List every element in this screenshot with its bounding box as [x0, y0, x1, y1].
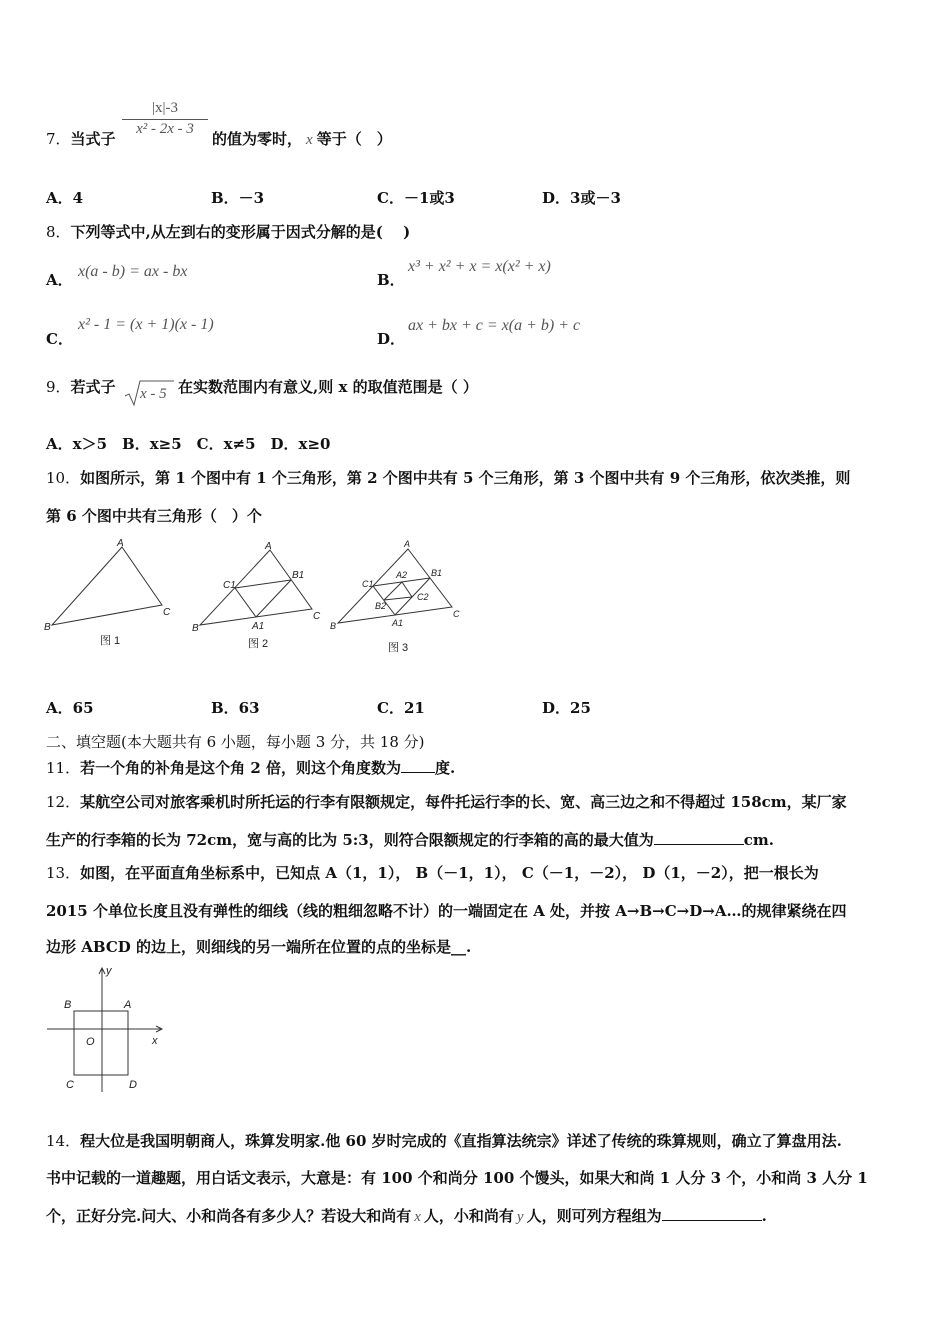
- q8-formula-a: x(a - b) = ax - bx: [78, 263, 188, 280]
- fig3-caption: 图 3: [388, 642, 409, 654]
- q12-line1-text: 某航空公司对旅客乘机时所托运的行李有限额规定，每件托运行李的长、宽、高三边之和不得超过 158cm，某厂家: [80, 793, 847, 811]
- q7-fraction-numerator: |x|-3: [122, 100, 208, 120]
- q12-number: 12．: [46, 793, 81, 811]
- x-axis-label: x: [152, 1035, 158, 1047]
- q10-line1-text: 如图所示，第 1 个图中有 1 个三角形，第 2 个图中共有 5 个三角形，第 3 个图中共有 9 个三角形，依次类推，则: [80, 469, 851, 487]
- q13-line1-text: 如图，在平面直角坐标系中，已知点 A（1，1）， B（－1，1）， C（－1，－2）， D（1，－2），把一根长为: [80, 864, 819, 882]
- q11: [46, 757, 455, 778]
- q14-number: 14．: [46, 1132, 81, 1150]
- q12-line2: [46, 829, 774, 850]
- point-d-label: D: [129, 1079, 137, 1091]
- section-2-heading: 二、填空题(本大题共有 6 小题，每小题 3 分，共 18 分): [46, 733, 425, 751]
- fig3-label-a: A: [404, 539, 411, 549]
- q14-line1: [46, 1130, 842, 1151]
- q8-label-d: D．: [377, 330, 406, 348]
- q8-formula-c: x² - 1 = (x + 1)(x - 1): [78, 316, 214, 333]
- q12-blank: [654, 830, 744, 845]
- q14-line3-post: .: [761, 1207, 767, 1225]
- q10-figures: [40, 535, 480, 660]
- q9-radicand: x - 5: [140, 386, 167, 402]
- q7-fraction: [122, 100, 208, 138]
- q11-post: 度.: [434, 759, 456, 777]
- point-a-label: A: [124, 999, 132, 1011]
- fig2-label-b: B: [192, 623, 199, 634]
- q12-line2-pre: 生产的行李箱的长为 72cm，宽与高的比为 5:3，则符合限额规定的行李箱的高的最大值为: [46, 831, 654, 849]
- q9-number: 9．: [46, 378, 71, 396]
- q11-pre: 若一个角的补角是这个角 2 倍，则这个角度数为: [80, 759, 401, 777]
- q7-stem: [46, 128, 116, 149]
- q14-blank: [662, 1206, 762, 1221]
- fig3-label-b2: B2: [375, 601, 387, 611]
- q8-number: 8．: [46, 223, 71, 241]
- y-axis-label: y: [106, 965, 112, 977]
- q10-option-c: C．21: [377, 699, 425, 717]
- q10-option-a: A．65: [46, 699, 94, 717]
- q8-label-a: A．: [46, 271, 73, 289]
- q14-line3: [46, 1205, 767, 1226]
- q10-line2: 第 6 个图中共有三角形（ ）个: [46, 507, 262, 525]
- q13-line3: 边形 ABCD 的边上，则细线的另一端所在位置的点的坐标是__.: [46, 938, 472, 956]
- q13-number: 13．: [46, 864, 81, 882]
- fig3-label-b1: B1: [431, 568, 443, 578]
- fig3-label-c2: C2: [417, 592, 429, 602]
- fig2-label-a: A: [265, 541, 272, 552]
- fig1-label-b: B: [44, 622, 51, 633]
- q8-formula-b: x³ + x² + x = x(x² + x): [408, 258, 551, 275]
- q7-pre: 当式子: [70, 130, 116, 148]
- q7-option-a: A．4: [46, 189, 84, 207]
- q8-stem-text: 下列等式中,从左到右的变形属于因式分解的是( ): [70, 223, 411, 241]
- rectangle-abcd: [74, 1011, 128, 1075]
- fig2-label-b1: B1: [292, 570, 305, 581]
- q9-options: A．x＞5 B．x≥5 C．x≠5 D．x≥0: [46, 435, 331, 453]
- fig3-label-b: B: [330, 621, 337, 631]
- q7-option-b: B．－3: [211, 189, 265, 207]
- q14-line3-pre: 个，正好分完.问大、小和尚各有多少人？若设大和尚有: [46, 1207, 412, 1225]
- q9-stem-pre: [46, 376, 116, 397]
- q14-line2: 书中记载的一道趣题，用白话文表示，大意是：有 100 个和尚分 100 个馒头，如果大和尚 1 人分 3 个，小和尚 3 人分 1: [46, 1169, 868, 1187]
- fig3-label-a2: A2: [396, 570, 408, 580]
- q9-pre: 若式子: [70, 378, 116, 396]
- q13-coordinate-figure: [44, 962, 174, 1092]
- q7-number: 7．: [46, 130, 71, 148]
- fig2-label-a1: A1: [252, 621, 265, 632]
- point-c-label: C: [66, 1079, 74, 1091]
- q8-stem: [46, 221, 410, 242]
- figure-3: [338, 549, 452, 623]
- origin-label: O: [86, 1036, 95, 1048]
- q7-variable: x: [306, 132, 313, 148]
- q10-option-b: B．63: [211, 699, 260, 717]
- q12-line2-post: cm.: [743, 831, 774, 849]
- q7-post: [212, 128, 392, 149]
- figure-1: [52, 547, 162, 625]
- figure-2: [200, 550, 312, 625]
- q14-var-y: y: [516, 1209, 524, 1225]
- q14-line3-mid2: 人，则可列方程组为: [526, 1207, 662, 1225]
- q13-line1: [46, 862, 819, 883]
- fig3-label-c1: C1: [362, 579, 374, 589]
- q14-line1-text: 程大位是我国明朝商人，珠算发明家.他 60 岁时完成的《直指算法统宗》详述了传统的珠算规则，确立了算盘用法.: [80, 1132, 842, 1150]
- q7-option-d: D．3或－3: [542, 189, 621, 207]
- q7-fraction-denominator: x² - 2x - 3: [136, 121, 194, 137]
- q10-number: 10．: [46, 469, 81, 487]
- q7-post-text: 的值为零时，: [212, 130, 303, 148]
- q9-post: 在实数范围内有意义,则 x 的取值范围是（ ）: [178, 378, 478, 396]
- fig1-label-a: A: [117, 538, 124, 549]
- point-b-label: B: [64, 999, 72, 1011]
- q13-line2: 2015 个单位长度且没有弹性的细线（线的粗细忽略不计）的一端固定在 A 处，并按 A→B→C→D→A…的规律紧绕在四: [46, 902, 847, 920]
- fig2-caption: 图 2: [248, 638, 269, 650]
- q12-line1: [46, 791, 847, 812]
- fig3-label-c: C: [453, 609, 460, 619]
- q10-option-d: D．25: [542, 699, 591, 717]
- q11-blank: [401, 758, 435, 773]
- fig1-caption: 图 1: [100, 635, 121, 647]
- q8-label-c: C．: [46, 330, 73, 348]
- q8-formula-d: ax + bx + c = x(a + b) + c: [408, 317, 581, 334]
- q7-option-c: C．－1或3: [377, 189, 455, 207]
- fig2-label-c: C: [313, 611, 321, 622]
- q14-line3-mid: 人，小和尚有: [423, 1207, 514, 1225]
- q8-label-b: B．: [377, 271, 405, 289]
- q14-var-x: x: [414, 1209, 421, 1225]
- fig3-label-a1: A1: [392, 618, 404, 628]
- q7-post2: 等于（ ）: [316, 130, 392, 148]
- fig1-label-c: C: [163, 607, 171, 618]
- fig2-label-c1: C1: [223, 580, 236, 591]
- q10-line1: [46, 467, 850, 488]
- q11-number: 11．: [46, 759, 81, 777]
